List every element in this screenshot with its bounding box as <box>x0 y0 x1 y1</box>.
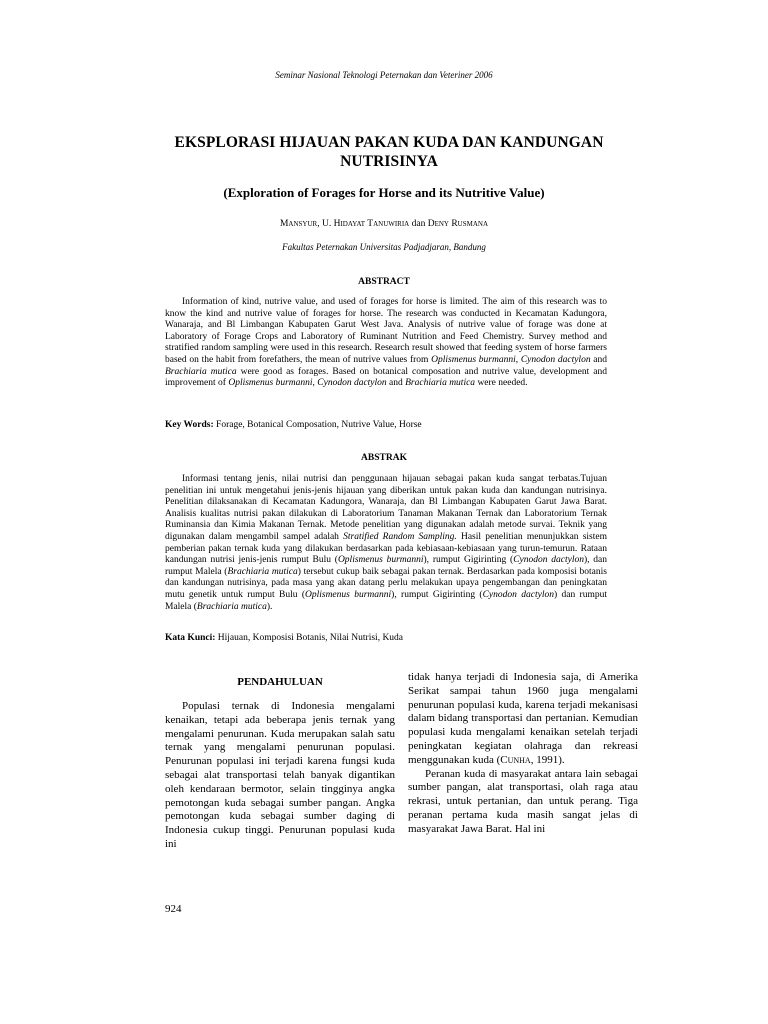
species-name: Oplismenus burmanni <box>304 589 392 600</box>
species-name: Brachiaria mutica <box>227 566 298 577</box>
abstrak-text: ), dan rumput Malela ( <box>165 555 608 577</box>
abstrak-text: ) dan rumput Malela ( <box>165 589 607 612</box>
abstract-paragraph <box>165 297 607 390</box>
page-number: 924 <box>165 903 182 915</box>
abstrak-body <box>165 474 607 613</box>
abstrak-text: ). <box>266 601 273 612</box>
body-text: , 1991). <box>530 753 565 766</box>
abstrak-text: ) tersebut cukup baik sebagai pakan ternak. Berdasarkan pada komposisi botanis dan kandungan nutrisinya, pada masa yang akan datang perlu melakukan upaya pengembangan dan peningkatan mutu genetik untuk rumput Bulu ( <box>165 566 607 600</box>
kata-kunci-text: Hijauan, Komposisi Botanis, Nilai Nutrisi, Kuda <box>215 633 404 643</box>
abstrak-text: Hasil penelitian menunjukkan sistem pemberian pakan ternak kuda yang dilakukan berdasarkan pada kebiasaan-kebiasaan yang turun-temurun. Rataan kandungan nutrisi jenis-jenis rumput Bulu ( <box>165 531 607 566</box>
author-separator: dan <box>409 219 428 229</box>
body-text: tidak hanya terjadi di Indonesia saja, di Amerika Serikat sampai tahun 1960 juga mengalami penurunan populasi kuda, karena terjadi mekanisasi dalam bidang transportasi dan pertanian. Kemudian populasi kuda mengalami kenaikan setelah terjadi peningkatan kegiatan olahraga dan rekreasi menggunakan kuda ( <box>408 671 638 766</box>
key-words <box>165 419 607 431</box>
abstrak-paragraph <box>165 474 607 613</box>
species-name: Oplismenus burmanni <box>337 555 424 566</box>
species-name: Brachiaria mutica <box>165 366 237 377</box>
author-separator: , <box>317 219 322 229</box>
abstract-text: and <box>590 354 608 365</box>
body-column-left <box>165 700 395 852</box>
kata-kunci-label: Kata Kunci: <box>165 633 216 643</box>
species-name: Brachiaria mutica <box>405 378 476 389</box>
body-paragraph: Populasi ternak di Indonesia mengalami kenaikan, tetapi ada beberapa jenis ternak yang mengalami penurunan. Kuda merupakan salah satu ternak yang mengalami penurunan populasi. Penurunan populasi ini terjadi karena fungsi kuda sebagai alat transportasi telah banyak digantikan oleh kendaraan bermotor, selain tingginya angka pemotongan kuda sebagai sumber pangan. Angka pemotongan kuda sebagai sumber daging di Indonesia cukup tinggi. Penurunan populasi kuda ini <box>165 700 395 850</box>
species-name: Cynodon dactylon <box>482 589 554 600</box>
species-name: Cynodon dactylon <box>317 378 387 389</box>
author-name: U. Hidayat Tanuwiria <box>321 219 410 229</box>
paper-subtitle-english: (Exploration of Forages for Horse and its Nutritive Value) <box>223 185 545 200</box>
abstract-text: were needed. <box>475 378 528 389</box>
key-words-text: Forage, Botanical Composation, Nutrive Value, Horse <box>213 420 422 430</box>
abstrak-text: ), rumput Gigirinting ( <box>391 589 483 600</box>
body-column-right <box>408 671 638 837</box>
author-list <box>0 218 768 230</box>
abstract-text: were good as forages. Based on botanical composation and nutrive value, development and improvement of <box>165 366 607 389</box>
method-name: Stratified Random Sampling. <box>343 531 457 542</box>
abstract-heading: ABSTRACT <box>358 277 410 287</box>
species-name: Oplismenus burmanni <box>228 378 313 389</box>
kata-kunci <box>165 632 607 644</box>
species-name: Brachiaria mutica <box>196 601 267 612</box>
abstract-text: Information of kind, nutrive value, and used of forages for horse is limited. The aim of this research was to know the kind and nutrive value of forages for horse. The research was conducted in Kecamatan Kadungora, Wanaraja, and Bl Limbangan Kabupaten Garut West Java. Analysis of nutrive value of forage was done at Laboratory of Forage Crops and Laboratory of Ruminant Nutrition and Feed Chemistry. Survey method and stratified random sampling were used in this research. Research result showed that feeding system of horse farmers based on the habit from forefathers, the mean of nutrive values from <box>165 297 607 365</box>
abstract-text: and <box>386 378 406 389</box>
abstract-body <box>165 297 607 390</box>
citation-author: Cunha <box>500 753 531 766</box>
species-name: Cynodon dactylon <box>513 555 584 566</box>
species-name: Cynodon dactylon <box>520 354 591 365</box>
species-name: Oplismenus burmanni <box>431 354 516 365</box>
abstrak-heading: ABSTRAK <box>361 453 407 463</box>
running-header: Seminar Nasional Teknologi Peternakan dan Veteriner 2006 <box>275 70 493 80</box>
paper-title: EKSPLORASI HIJAUAN PAKAN KUDA DAN KANDUNGAN NUTRISINYA <box>174 134 604 170</box>
key-words-label: Key Words: <box>165 420 214 430</box>
abstract-text: , <box>515 354 521 365</box>
affiliation: Fakultas Peternakan Universitas Padjadjaran, Bandung <box>282 242 486 252</box>
author-name: Mansyur <box>279 219 318 229</box>
abstrak-text: Informasi tentang jenis, nilai nutrisi dan penggunaan hijauan sebagai pakan kuda sangat terbatas.Tujuan penelitian ini untuk mengetahui jenis-jenis hijauan yang diberikan untuk pakan kuda dan kandungan nutrisinya. Penelitian dilaksanakan di Kecamatan Kadungora, Wanaraja, dan Bl Limbangan Kabupaten Garut Jawa Barat. Analisis kualitas nutrisi pakan dilakukan di Laboratorium Tanaman Makanan Ternak dan Laboratorium Ternak Ruminansia dan Kimia Makanan Ternak. Metode penelitian yang digunakan adalah metode survai. Teknik yang digunakan dalam mengambil sampel adalah <box>165 474 607 542</box>
abstrak-text: ), rumput Gigirinting ( <box>423 555 514 566</box>
body-paragraph: Peranan kuda di masyarakat antara lain sebagai sumber pangan, alat transportasi, olah raga atau rekrasi, untuk pertanian, dan untuk perang. Tiga peranan pertama kuda masih sangat jelas di masyarakat Jawa Barat. Hal ini <box>408 767 638 835</box>
section-heading-pendahuluan: PENDAHULUAN <box>237 676 323 688</box>
body-paragraph <box>408 671 638 768</box>
author-name: Deny Rusmana <box>427 219 489 229</box>
abstract-text: , <box>312 378 318 389</box>
